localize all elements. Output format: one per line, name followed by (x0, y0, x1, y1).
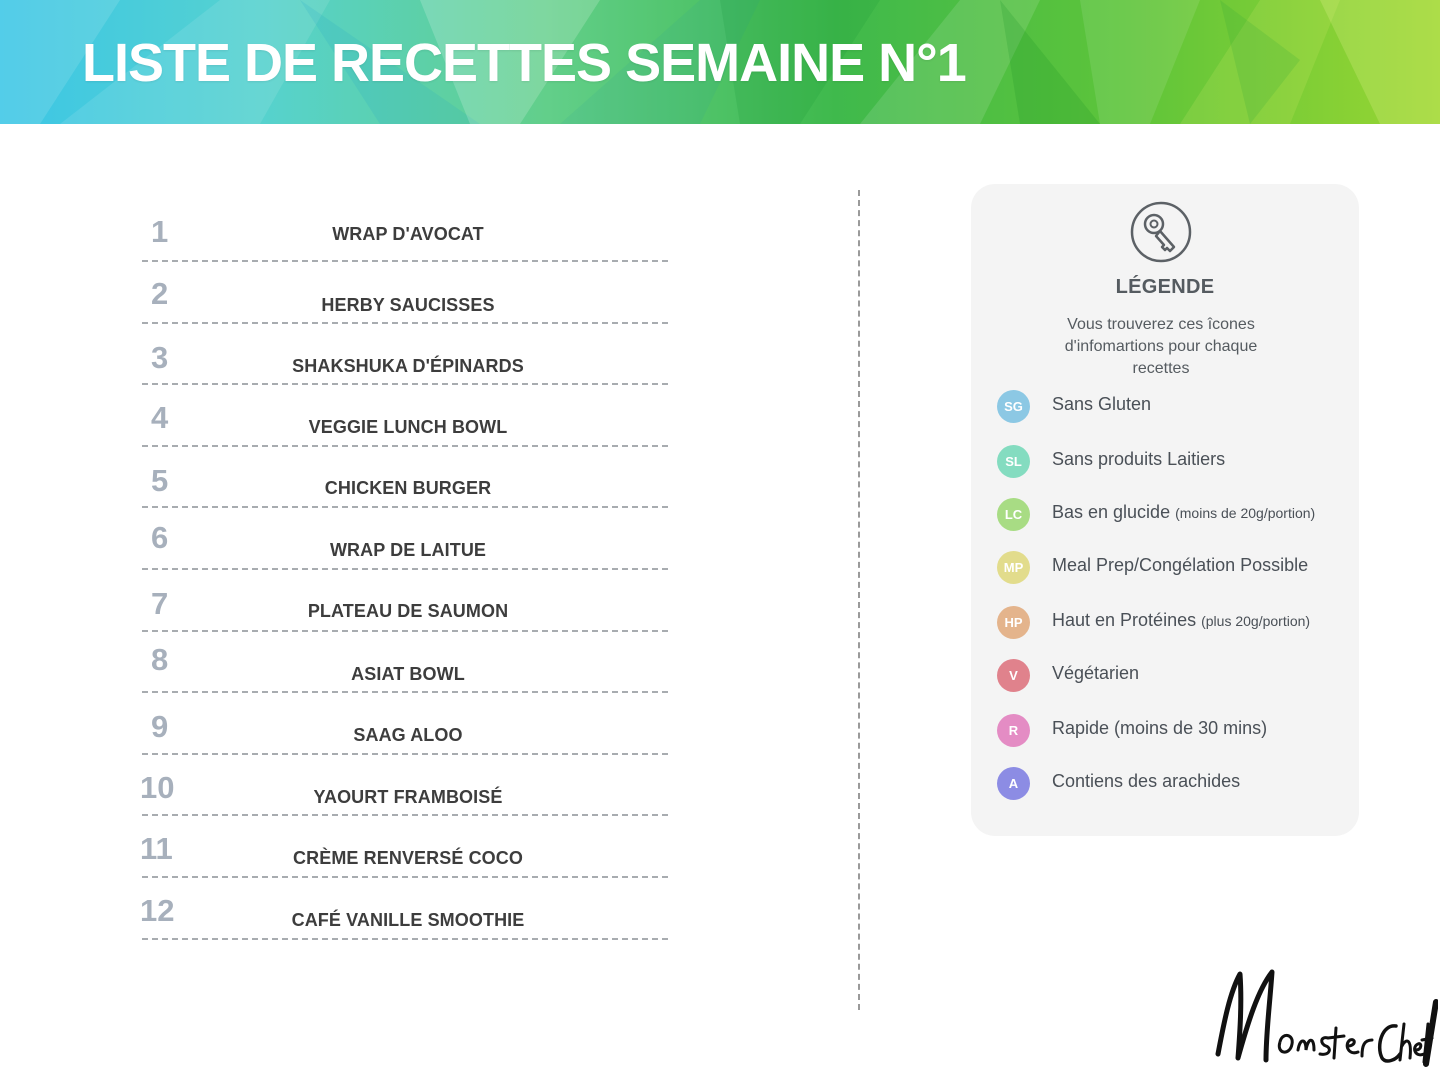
recipe-row (142, 447, 668, 508)
legend-item-high-protein (995, 604, 1355, 640)
legend-badge: SL (997, 445, 1030, 478)
legend-label-note: (moins de 20g/portion) (1175, 505, 1316, 521)
recipe-row (142, 385, 668, 447)
recipe-name: VEGGIE LUNCH BOWL (308, 417, 508, 437)
recipe-number: 9 (151, 709, 169, 744)
legend-label (1052, 771, 1240, 792)
recipe-row (142, 632, 668, 693)
page-title: LISTE DE RECETTES SEMAINE N°1 (82, 33, 966, 93)
legend-badge: MP (997, 551, 1030, 584)
legend-item-arachides (995, 765, 1355, 801)
legend-label (1052, 663, 1139, 684)
legend-label-text: Contiens des arachides (1052, 771, 1241, 791)
recipe-number: 4 (151, 400, 169, 435)
recipe-row (142, 200, 668, 262)
legend-label-note: (plus 20g/portion) (1201, 613, 1311, 629)
legend-item-low-carb (995, 496, 1355, 532)
recipe-number: 10 (140, 770, 175, 805)
legend-label (1052, 718, 1267, 739)
recipe-name: WRAP D'AVOCAT (332, 224, 484, 244)
legend-badge: R (997, 714, 1030, 747)
recipe-row (142, 324, 668, 385)
recipe-name: CHICKEN BURGER (324, 478, 492, 498)
recipe-row (142, 755, 668, 816)
legend-item-meal-prep (995, 549, 1355, 585)
legend-label-text: Bas en glucide (1052, 502, 1171, 522)
recipe-number: 2 (151, 276, 169, 311)
recipe-row (142, 693, 668, 755)
recipe-name: SAAG ALOO (353, 725, 463, 745)
legend-item-rapide (995, 712, 1355, 748)
recipe-row (142, 570, 668, 632)
legend-item-sans-gluten (995, 388, 1355, 424)
recipe-number: 11 (140, 831, 173, 866)
legend-label-text: Végétarien (1052, 663, 1140, 683)
legend-title: LÉGENDE (1115, 276, 1215, 298)
recipe-row (142, 878, 668, 940)
legend-label (1052, 449, 1225, 470)
legend-label-text: Rapide (moins de 30 mins) (1052, 718, 1268, 738)
recipe-row (142, 508, 668, 570)
recipe-number: 12 (140, 893, 175, 928)
header-banner (0, 0, 1440, 124)
legend-label-text: Haut en Protéines (1052, 610, 1197, 630)
recipe-number: 7 (151, 586, 169, 621)
recipe-name: HERBY SAUCISSES (321, 295, 495, 315)
legend-label (1052, 502, 1315, 523)
vertical-divider (858, 190, 860, 1010)
recipe-number: 8 (151, 642, 169, 677)
recipe-name: WRAP DE LAITUE (329, 540, 487, 560)
legend-item-vegetarian (995, 657, 1355, 693)
legend-badge: V (997, 659, 1030, 692)
legend-card (971, 184, 1359, 836)
recipe-number: 5 (151, 463, 169, 498)
recipe-number: 3 (151, 340, 169, 375)
recipe-name: SHAKSHUKA D'ÉPINARDS (292, 356, 524, 376)
legend-label (1052, 555, 1308, 576)
recipe-number: 1 (151, 214, 169, 249)
legend-label-text: Sans produits Laitiers (1052, 449, 1226, 469)
legend-label (1052, 610, 1310, 631)
brand-logo (1210, 962, 1438, 1070)
legend-badge: HP (997, 606, 1030, 639)
legend-badge: SG (997, 390, 1030, 423)
legend-label-text: Meal Prep/Congélation Possible (1052, 555, 1309, 575)
legend-badge: LC (997, 498, 1030, 531)
legend-badge: A (997, 767, 1030, 800)
recipe-name: CRÈME RENVERSÉ COCO (293, 848, 523, 868)
recipe-row (142, 262, 668, 324)
legend-item-sans-lactose (995, 443, 1355, 479)
recipe-row (142, 816, 668, 878)
legend-label (1052, 394, 1151, 415)
recipe-name: YAOURT FRAMBOISÉ (313, 787, 503, 807)
legend-description: Vous trouverez ces îcones d'infomartions pour chaque recettes (1064, 316, 1258, 377)
recipe-name: ASIAT BOWL (351, 664, 465, 684)
legend-label-text: Sans Gluten (1052, 394, 1152, 414)
recipe-number: 6 (151, 520, 169, 555)
recipe-name: CAFÉ VANILLE SMOOTHIE (291, 910, 525, 930)
key-icon (1129, 200, 1193, 264)
recipe-name: PLATEAU DE SAUMON (307, 601, 509, 621)
